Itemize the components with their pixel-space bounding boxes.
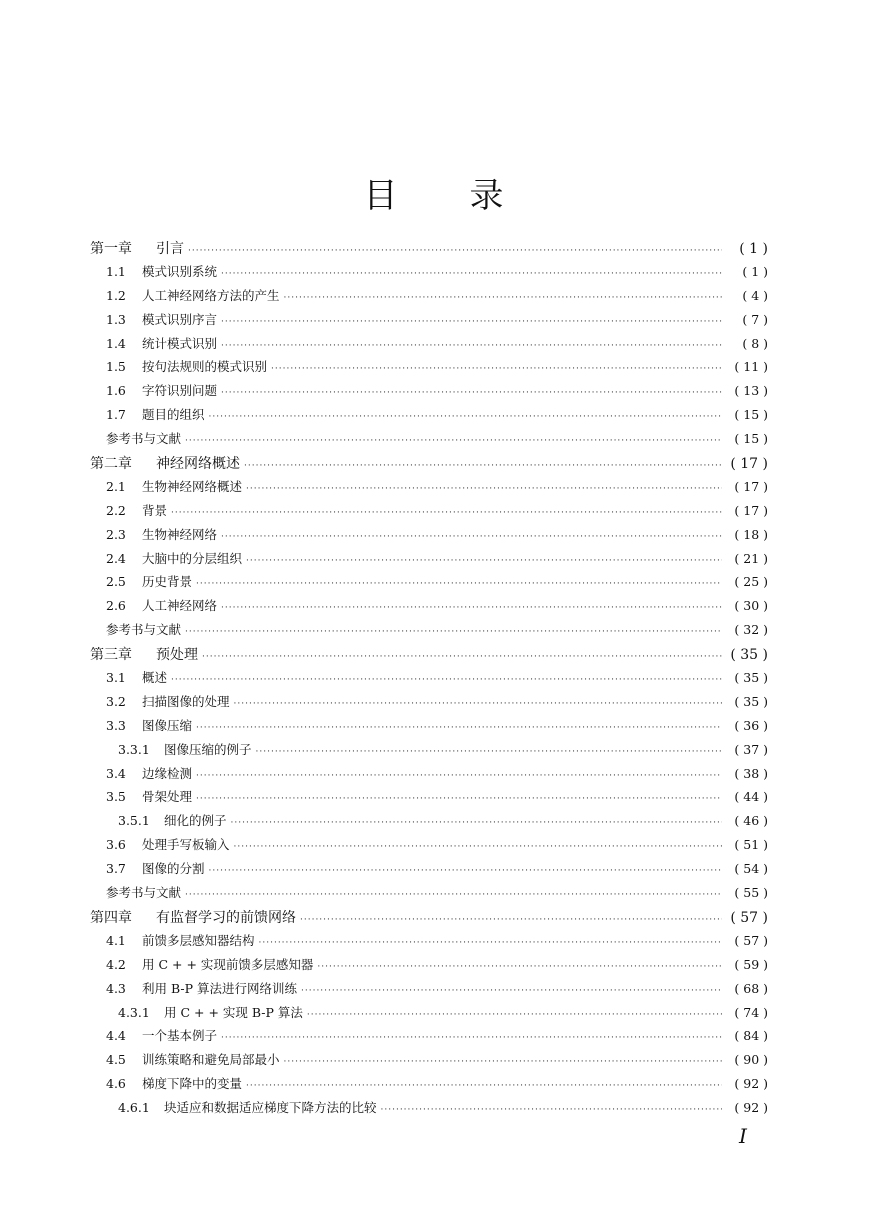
dot-leader [234, 699, 722, 709]
entry-page: ( 36 ) [734, 717, 768, 733]
table-of-contents [90, 238, 768, 1122]
entry-page: ( 25 ) [734, 574, 768, 590]
toc-entry [90, 764, 768, 788]
entry-page: ( 18 ) [734, 526, 768, 542]
entry-page: ( 51 ) [734, 837, 768, 853]
entry-number: 3.1 [106, 670, 126, 686]
entry-page: ( 35 ) [734, 693, 768, 709]
entry-title: 扫描图像的处理 [142, 693, 230, 709]
dot-leader [185, 436, 722, 446]
entry-number: 4.2 [106, 956, 126, 972]
entry-number: 3.4 [106, 765, 126, 781]
entry-title: 梯度下降中的变量 [142, 1076, 243, 1092]
toc-title [0, 168, 869, 217]
entry-page: ( 35 ) [730, 647, 768, 664]
entry-page: ( 92 ) [734, 1100, 768, 1116]
entry-title: 生物神经网络概述 [142, 478, 243, 494]
entry-page: ( 54 ) [734, 861, 768, 877]
entry-title: 图像压缩的例子 [164, 741, 252, 757]
entry-title: 块适应和数据适应梯度下降方法的比较 [164, 1100, 377, 1116]
toc-entry [90, 572, 768, 596]
entry-page: ( 59 ) [734, 956, 768, 972]
dot-leader [381, 1105, 722, 1115]
entry-number: 4.1 [106, 932, 126, 948]
toc-entry [90, 1098, 768, 1122]
entry-number: 2.4 [106, 550, 126, 566]
toc-entry [90, 357, 768, 381]
toc-entry [90, 501, 768, 525]
toc-entry [90, 262, 768, 286]
toc-entry [90, 883, 768, 907]
toc-entry [90, 1050, 768, 1074]
toc-entry [90, 644, 768, 668]
dot-leader [284, 1057, 722, 1067]
toc-entry [90, 310, 768, 334]
entry-page: ( 68 ) [734, 980, 768, 996]
toc-entry [90, 955, 768, 979]
toc-entry [90, 740, 768, 764]
dot-leader [231, 818, 722, 828]
entry-page: ( 38 ) [734, 765, 768, 781]
dot-leader [196, 579, 722, 589]
entry-number: 4.6 [106, 1076, 126, 1092]
dot-leader [209, 412, 722, 422]
dot-leader [246, 1081, 722, 1091]
entry-title: 用 C + + 实现 B-P 算法 [164, 1004, 303, 1020]
entry-page: ( 30 ) [734, 598, 768, 614]
entry-number: 1.2 [106, 287, 126, 303]
entry-page: ( 11 ) [734, 359, 768, 375]
entry-page: ( 21 ) [734, 550, 768, 566]
toc-entry [90, 811, 768, 835]
entry-number: 3.7 [106, 861, 126, 877]
entry-number: 1.5 [106, 359, 126, 375]
toc-entry [90, 596, 768, 620]
entry-page: ( 17 ) [734, 478, 768, 494]
entry-page: ( 1 ) [739, 241, 768, 257]
entry-number: 4.4 [106, 1028, 126, 1044]
toc-entry [90, 238, 768, 262]
entry-page: ( 17 ) [734, 502, 768, 518]
dot-leader [209, 866, 722, 876]
entry-title: 图像的分割 [142, 861, 205, 877]
entry-title: 历史背景 [142, 574, 193, 590]
entry-number: 1.1 [106, 263, 126, 279]
entry-title: 背景 [142, 502, 168, 518]
dot-leader [221, 1033, 722, 1043]
entry-title: 引言 [156, 241, 184, 257]
dot-leader [171, 508, 722, 518]
toc-entry [90, 979, 768, 1003]
entry-number: 2.2 [106, 502, 126, 518]
toc-entry [90, 381, 768, 405]
entry-title: 按句法规则的模式识别 [142, 359, 268, 375]
entry-number: 4.3 [106, 980, 126, 996]
toc-entry [90, 453, 768, 477]
title-char-2: 录 [469, 176, 506, 216]
toc-entry [90, 286, 768, 310]
entry-page: ( 35 ) [734, 670, 768, 686]
entry-title: 利用 B-P 算法进行网络训练 [142, 980, 297, 996]
dot-leader [185, 627, 722, 637]
entry-number: 3.5.1 [118, 813, 150, 829]
entry-title: 神经网络概述 [156, 456, 240, 473]
entry-title: 模式识别系统 [142, 263, 218, 279]
entry-page: ( 92 ) [734, 1076, 768, 1092]
toc-entry [90, 668, 768, 692]
entry-page: ( 57 ) [734, 932, 768, 948]
dot-leader [246, 556, 722, 566]
entry-number: 第一章 [90, 241, 132, 257]
entry-page: ( 44 ) [734, 789, 768, 805]
toc-entry [90, 429, 768, 453]
dot-leader [221, 388, 722, 398]
entry-page: ( 55 ) [734, 885, 768, 901]
entry-page: ( 57 ) [730, 909, 768, 926]
dot-leader [307, 1010, 722, 1020]
title-char-1: 目 [363, 176, 400, 216]
entry-number: 第三章 [90, 647, 132, 664]
entry-page: ( 1 ) [742, 263, 768, 279]
entry-title: 统计模式识别 [142, 335, 218, 351]
dot-leader [196, 771, 722, 781]
entry-page: ( 46 ) [734, 813, 768, 829]
dot-leader [246, 484, 722, 494]
entry-title: 参考书与文献 [106, 622, 182, 638]
entry-number: 第二章 [90, 456, 132, 473]
dot-leader [259, 938, 722, 948]
entry-title: 用 C + + 实现前馈多层感知器 [142, 956, 314, 972]
toc-entry [90, 334, 768, 358]
entry-number: 2.3 [106, 526, 126, 542]
toc-entry [90, 1074, 768, 1098]
dot-leader [185, 890, 722, 900]
entry-title: 参考书与文献 [106, 885, 182, 901]
entry-title: 骨架处理 [142, 789, 193, 805]
entry-page: ( 15 ) [734, 431, 768, 447]
entry-number: 3.5 [106, 789, 126, 805]
page-folio: I [739, 1124, 747, 1148]
entry-number: 1.6 [106, 383, 126, 399]
entry-number: 2.5 [106, 574, 126, 590]
dot-leader [202, 652, 722, 662]
entry-title: 预处理 [156, 647, 198, 664]
entry-number: 1.4 [106, 335, 126, 351]
toc-entry [90, 1026, 768, 1050]
entry-title: 字符识别问题 [142, 383, 218, 399]
dot-leader [196, 723, 722, 733]
dot-leader [221, 603, 722, 613]
entry-number: 第四章 [90, 909, 132, 926]
toc-entry [90, 620, 768, 644]
dot-leader [221, 269, 722, 279]
entry-title: 人工神经网络方法的产生 [142, 287, 280, 303]
entry-number: 1.3 [106, 311, 126, 327]
toc-entry [90, 1003, 768, 1027]
toc-entry [90, 692, 768, 716]
entry-page: ( 90 ) [734, 1052, 768, 1068]
toc-entry [90, 859, 768, 883]
dot-leader [196, 794, 722, 804]
entry-title: 大脑中的分层组织 [142, 550, 243, 566]
toc-entry [90, 477, 768, 501]
entry-title: 参考书与文献 [106, 431, 182, 447]
entry-title: 细化的例子 [164, 813, 227, 829]
entry-number: 2.6 [106, 598, 126, 614]
dot-leader [301, 986, 722, 996]
entry-title: 题目的组织 [142, 407, 205, 423]
entry-title: 生物神经网络 [142, 526, 218, 542]
dot-leader [256, 747, 722, 757]
entry-title: 有监督学习的前馈网络 [156, 909, 296, 926]
entry-number: 1.7 [106, 407, 126, 423]
toc-entry [90, 405, 768, 429]
entry-page: ( 17 ) [730, 456, 768, 473]
dot-leader [221, 317, 722, 327]
toc-entry [90, 835, 768, 859]
entry-page: ( 37 ) [734, 741, 768, 757]
entry-number: 4.3.1 [118, 1004, 150, 1020]
toc-entry [90, 907, 768, 931]
dot-leader [221, 532, 722, 542]
entry-title: 训练策略和避免局部最小 [142, 1052, 280, 1068]
entry-title: 边缘检测 [142, 765, 193, 781]
entry-page: ( 15 ) [734, 407, 768, 423]
entry-number: 3.2 [106, 693, 126, 709]
entry-number: 3.3 [106, 717, 126, 733]
toc-entry [90, 525, 768, 549]
entry-number: 3.6 [106, 837, 126, 853]
dot-leader [188, 246, 722, 256]
entry-number: 4.5 [106, 1052, 126, 1068]
entry-page: ( 13 ) [734, 383, 768, 399]
toc-entry [90, 931, 768, 955]
entry-number: 2.1 [106, 478, 126, 494]
entry-title: 处理手写板输入 [142, 837, 230, 853]
entry-page: ( 84 ) [734, 1028, 768, 1044]
entry-title: 概述 [142, 670, 168, 686]
dot-leader [171, 675, 722, 685]
entry-number: 3.3.1 [118, 741, 150, 757]
entry-title: 模式识别序言 [142, 311, 218, 327]
entry-title: 图像压缩 [142, 717, 193, 733]
entry-title: 人工神经网络 [142, 598, 218, 614]
dot-leader [284, 293, 722, 303]
dot-leader [300, 915, 722, 925]
dot-leader [317, 962, 722, 972]
entry-page: ( 32 ) [734, 622, 768, 638]
dot-leader [271, 364, 722, 374]
toc-entry [90, 716, 768, 740]
dot-leader [221, 341, 722, 351]
dot-leader [234, 842, 722, 852]
entry-title: 前馈多层感知器结构 [142, 932, 255, 948]
toc-entry [90, 787, 768, 811]
toc-entry [90, 549, 768, 573]
entry-number: 4.6.1 [118, 1100, 150, 1116]
entry-page: ( 8 ) [742, 335, 768, 351]
entry-page: ( 7 ) [742, 311, 768, 327]
entry-page: ( 74 ) [734, 1004, 768, 1020]
entry-title: 一个基本例子 [142, 1028, 218, 1044]
dot-leader [244, 461, 722, 471]
entry-page: ( 4 ) [742, 287, 768, 303]
